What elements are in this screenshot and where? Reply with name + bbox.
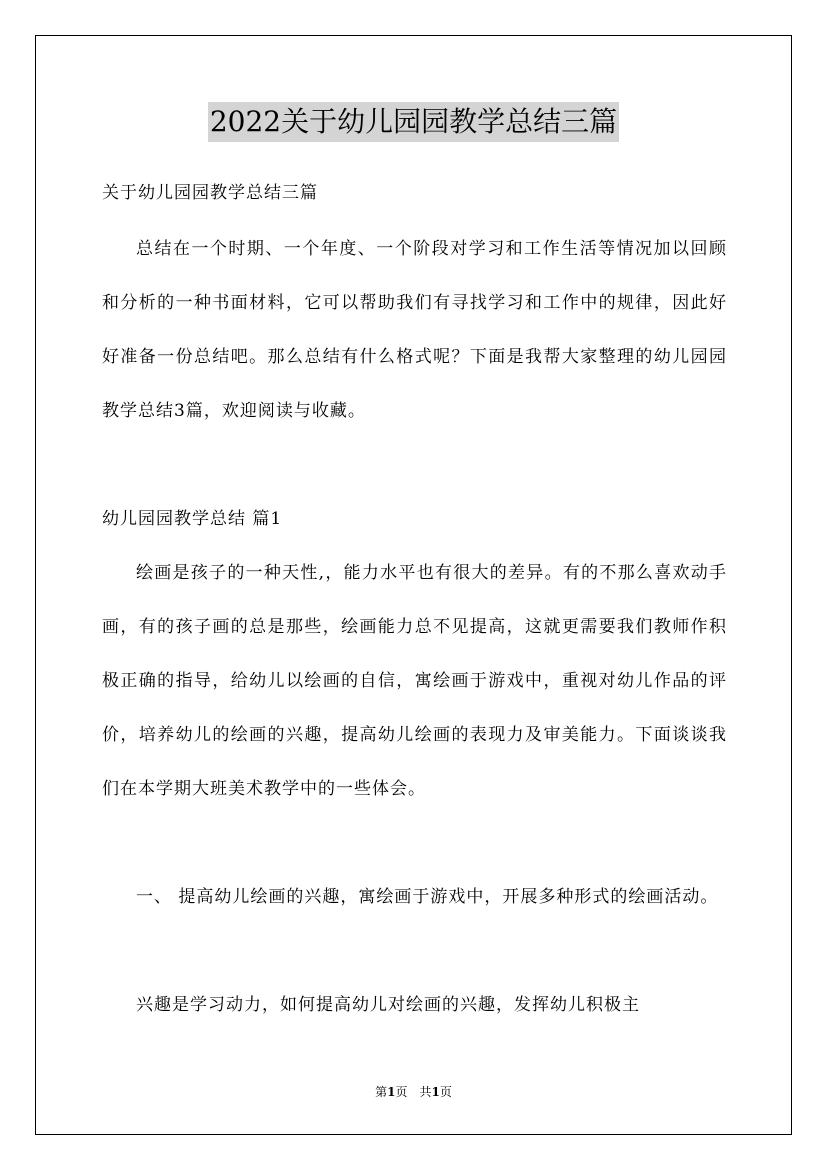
document-title [0, 102, 827, 142]
intro-paragraph: 总结在一个时期、一个年度、一个阶段对学习和工作生活等情况加以回顾和分析的一种书面材料，它可以帮助我们有寻找学习和工作中的规律，因此好好准备一份总结吧。那么总结有什么格式呢？下面是我帮大家整理的幼儿园园教学总结3篇，欢迎阅读与收藏。 [102, 239, 727, 421]
footer-page-number: 1 [387, 1085, 396, 1099]
section-heading: 幼儿园园教学总结 篇1 [102, 509, 283, 529]
page-footer [0, 1083, 827, 1101]
body-paragraph-1: 绘画是孩子的一种天性,，能力水平也有很大的差异。有的不那么喜欢动手画，有的孩子画的总是那些，绘画能力总不见提高，这就更需要我们教师作积极正确的指导，给幼儿以绘画的自信，寓绘画于游戏中，重视对幼儿作品的评价，培养幼儿的绘画的兴趣，提高幼儿绘画的表现力及审美能力。下面谈谈我们在本学期大班美术教学中的一些体会。 [102, 563, 727, 799]
footer-suffix: 页 [439, 1085, 452, 1099]
document-title-text: 2022关于幼儿园园教学总结三篇 [208, 102, 619, 142]
footer-prefix: 第 [375, 1085, 388, 1099]
body-paragraph-3: 兴趣是学习动力，如何提高幼儿对绘画的兴趣，发挥幼儿积极主 [136, 995, 640, 1015]
footer-mid: 页 共 [395, 1085, 432, 1099]
body-paragraph-2: 一、 提高幼儿绘画的兴趣，寓绘画于游戏中，开展多种形式的绘画活动。 [136, 887, 719, 907]
document-subtitle: 关于幼儿园园教学总结三篇 [102, 183, 318, 203]
footer-total-pages: 1 [431, 1085, 440, 1099]
